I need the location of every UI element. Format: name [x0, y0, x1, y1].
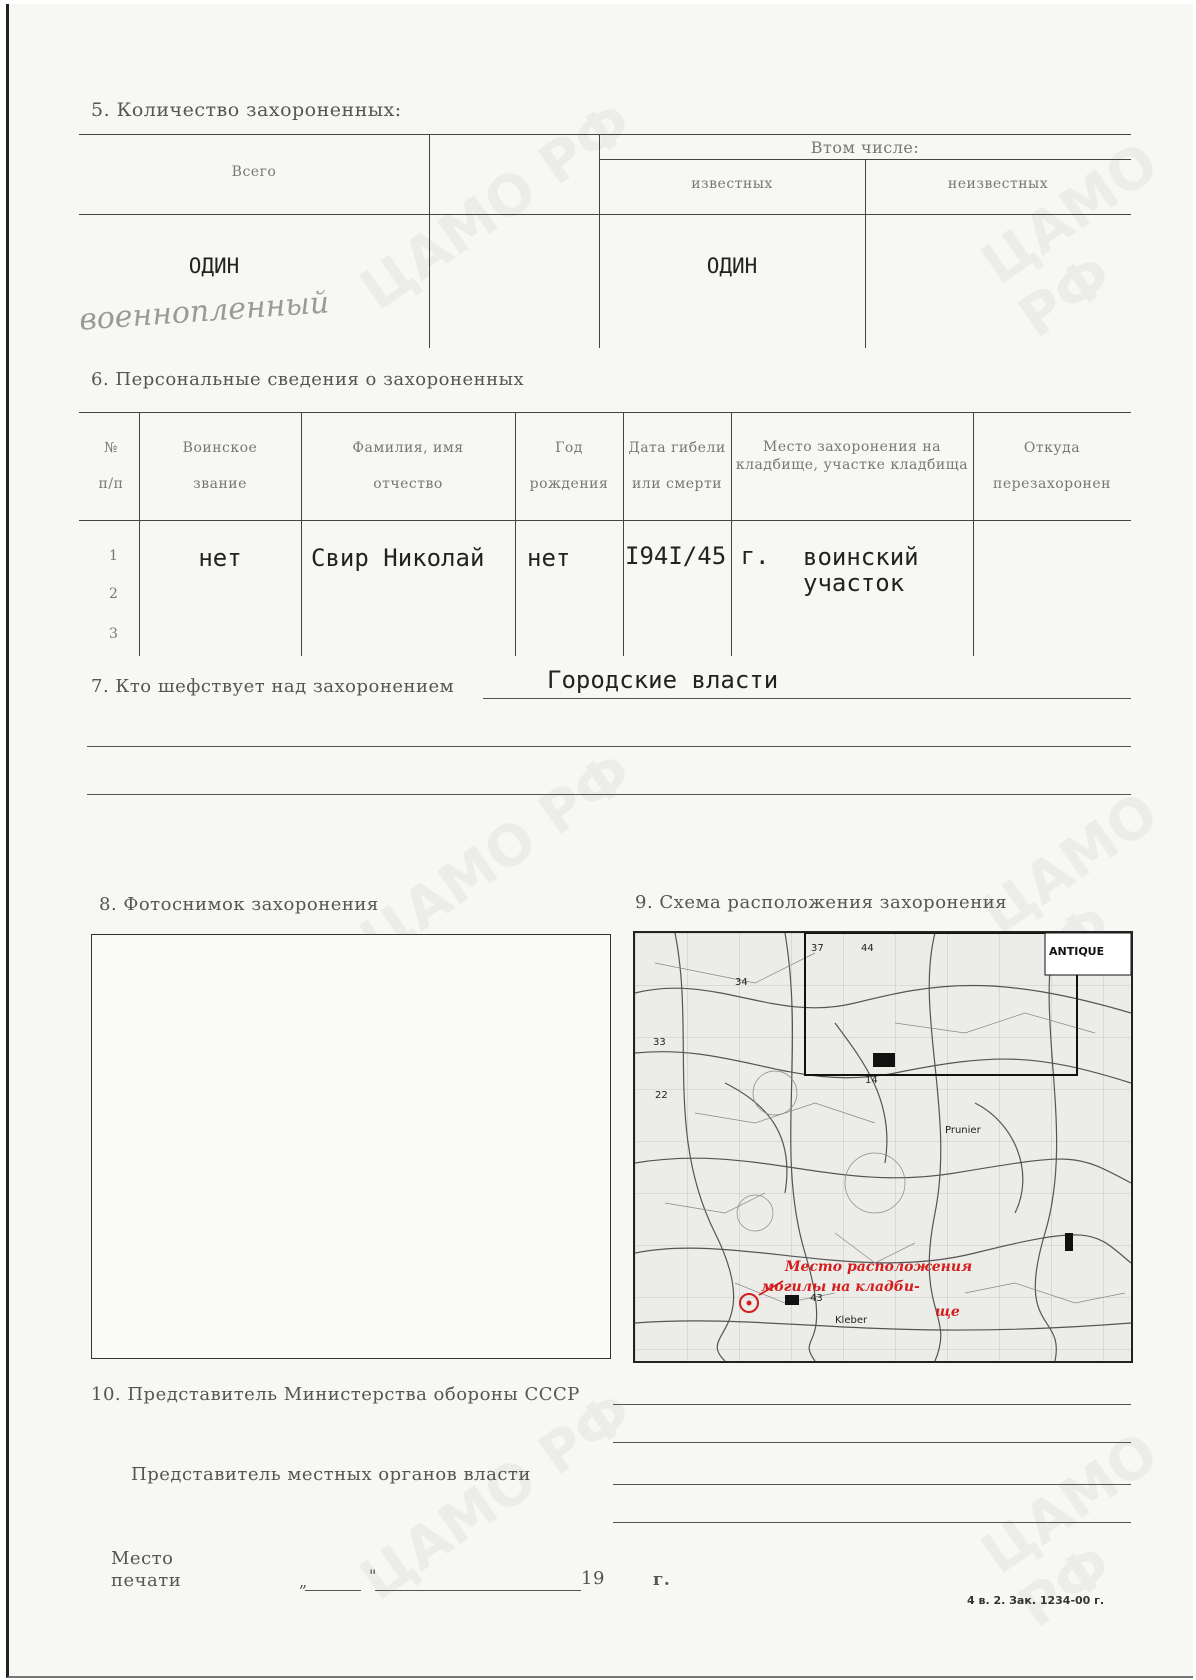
- map-label: 22: [655, 1090, 668, 1101]
- col-number-header: №: [104, 440, 118, 456]
- col-total-header: Всего: [231, 164, 277, 180]
- row-number-2: 2: [109, 586, 119, 602]
- city-map: [633, 931, 1133, 1363]
- photo-placeholder: [91, 934, 611, 1359]
- section-6-title: 6. Персональные сведения о захороненных: [91, 369, 525, 390]
- col-including-header: Втом числе:: [810, 138, 920, 157]
- place-value: воинский участок: [803, 543, 919, 597]
- map-annotation: ще: [935, 1304, 960, 1320]
- col-death-header: Дата гибели: [628, 440, 726, 456]
- col-rank-header: Воинское: [182, 440, 258, 456]
- watermark: [970, 1417, 1196, 1640]
- rank-value: нет: [198, 544, 242, 572]
- col-from-header: Откуда: [1023, 440, 1081, 456]
- underline: [613, 1404, 1131, 1405]
- underline: [375, 1590, 581, 1591]
- col-birth-header: Год: [555, 440, 583, 456]
- col-place-header: Место захоронения на кладбище, участке кладбища: [735, 439, 969, 473]
- underline: [483, 698, 1131, 699]
- date-year-suffix: г.: [653, 1570, 671, 1590]
- section-10-title: 10. Представитель Министерства обороны СССР: [91, 1384, 580, 1405]
- section-5-title: 5. Количество захороненных:: [91, 99, 402, 121]
- underline: [87, 794, 1131, 795]
- date-year-prefix: 19: [581, 1568, 605, 1589]
- underline: [613, 1484, 1131, 1485]
- map-label: 14: [865, 1075, 878, 1086]
- local-rep-label: Представитель местных органов власти: [131, 1464, 531, 1485]
- col-name-header: Фамилия, имя: [352, 440, 464, 456]
- col-death-header-2: или смерти: [631, 476, 723, 492]
- birth-value: нет: [527, 544, 571, 572]
- underline: [613, 1442, 1131, 1443]
- row-number-1: 1: [109, 548, 119, 564]
- map-label: 34: [735, 977, 748, 988]
- table-line: [79, 134, 1131, 135]
- handwritten-note: военнопленный: [78, 285, 331, 338]
- col-from-header-2: перезахоронен: [992, 476, 1111, 492]
- watermark: [970, 127, 1196, 350]
- printer-mark: 4 в. 2. Зак. 1234-00 г.: [967, 1594, 1105, 1607]
- seal-place-line-1: Место: [111, 1548, 174, 1569]
- col-name-header-2: отчество: [373, 476, 443, 492]
- total-value: ОДИН: [188, 254, 240, 278]
- patron-value: Городские власти: [547, 666, 779, 694]
- section-9-title: 9. Схема расположения захоронения: [635, 892, 1008, 913]
- col-rank-header-2: звание: [193, 476, 247, 492]
- map-drawing: [635, 933, 1131, 1361]
- death-value: I94I/45 г.: [625, 542, 770, 570]
- map-annotation: Место расположения: [785, 1259, 973, 1275]
- table-line: [429, 134, 430, 348]
- map-label: 44: [861, 943, 874, 954]
- section-8-title: 8. Фотоснимок захоронения: [99, 894, 379, 915]
- section-7-title: 7. Кто шефствует над захоронением: [91, 676, 455, 697]
- map-label: Prunier: [945, 1125, 981, 1136]
- underline: [305, 1590, 361, 1591]
- seal-place-line-2: печати: [111, 1570, 182, 1591]
- underline: [613, 1522, 1131, 1523]
- col-unknown-header: неизвестных: [947, 176, 1049, 192]
- form-page: [6, 4, 1193, 1678]
- table-line: [599, 134, 600, 348]
- col-birth-header-2: рождения: [529, 476, 609, 492]
- col-known-header: известных: [691, 176, 773, 192]
- map-label: 37: [811, 943, 824, 954]
- map-label: 43: [810, 1293, 823, 1304]
- col-number-header-2: п/п: [98, 476, 124, 492]
- name-value: Свир Николай: [311, 544, 485, 572]
- date-quote-open: „: [299, 1572, 308, 1591]
- map-corner-label: ANTIQUE: [1049, 945, 1105, 958]
- map-annotation: могилы на кладби-: [761, 1279, 920, 1295]
- map-label: Kleber: [835, 1315, 868, 1326]
- known-value: ОДИН: [706, 254, 758, 278]
- map-label: 33: [653, 1037, 666, 1048]
- table-line: [79, 214, 1131, 215]
- underline: [87, 746, 1131, 747]
- seal-place-label: [111, 1548, 181, 1592]
- date-quote-close: ": [369, 1566, 377, 1585]
- row-number-3: 3: [109, 626, 119, 642]
